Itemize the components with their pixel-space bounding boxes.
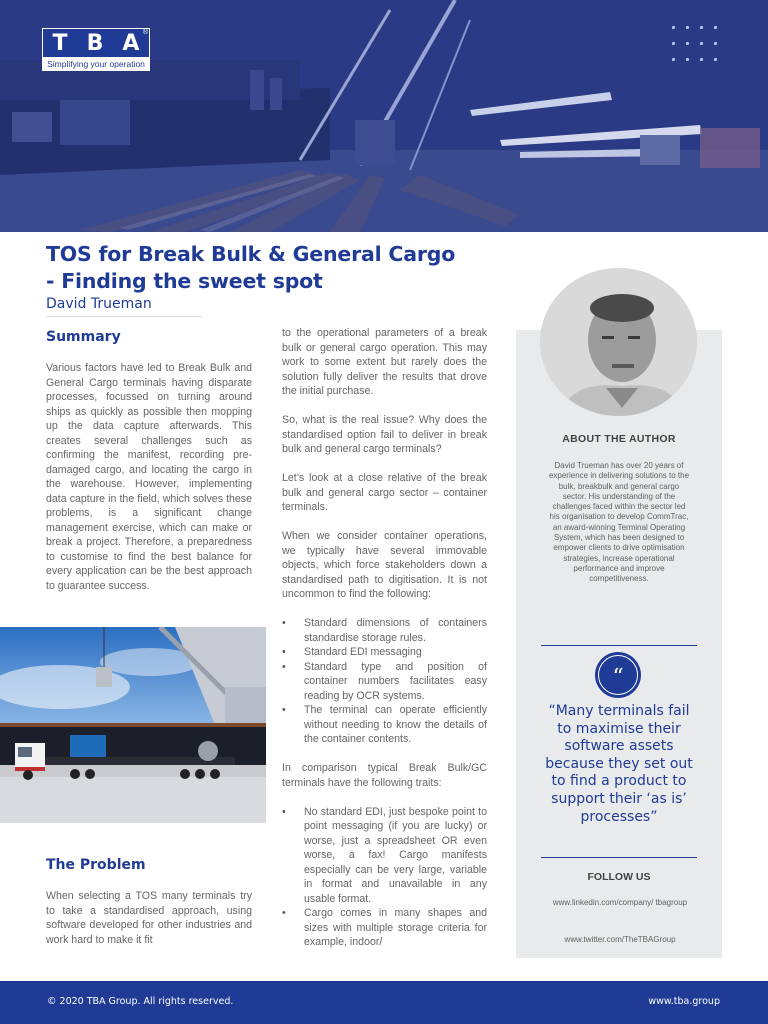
- hero-banner: [0, 0, 768, 232]
- article-column-2: [282, 326, 487, 964]
- decorative-dot-grid: [672, 26, 724, 66]
- list-item: • Standard type and position of container numbers facilitates easy reading by OCR systems.: [282, 660, 487, 704]
- title-line-2: - Finding the sweet spot: [46, 269, 323, 293]
- breakbulk-traits-list: [282, 805, 487, 950]
- paragraph: Let’s look at a close relative of the break bulk and general cargo sector – container terminals.: [282, 472, 487, 513]
- copyright-text: © 2020 TBA Group. All rights reserved.: [47, 996, 234, 1007]
- logo-letter-b: B: [86, 30, 104, 56]
- quote-mark: “: [598, 655, 638, 695]
- problem-text: When selecting a TOS many terminals try to take a standardised approach, using software developed for other industries and work hard to make it fit: [46, 890, 252, 946]
- truck-photo: [0, 627, 266, 823]
- paragraph: When we consider container operations, we typically have several immovable objects, which force stakeholders down a standardised path to digitisation. It is not uncommon to find the following:: [282, 530, 487, 600]
- pull-quote: “Many terminals fail to maximise their software assets because they set out to find a product to support their ‘as is’ processes”: [545, 703, 693, 825]
- logo-letter-t: T: [52, 30, 68, 56]
- summary-heading: Summary: [46, 329, 121, 345]
- logo-letters: [42, 28, 150, 58]
- list-item: • Cargo comes in many shapes and sizes with multiple storage criteria for example, indoor/: [282, 906, 487, 950]
- paragraph: In comparison typical Break Bulk/GC terminals have the following traits:: [282, 762, 487, 789]
- tba-logo[interactable]: [42, 28, 150, 72]
- quote-divider-bottom: [541, 857, 697, 858]
- summary-text: Various factors have led to Break Bulk and General Cargo terminals having disparate processes, focussed on turning around ships as quickly as possible then mopping up the data capture afterwards. This creates several challenges such as confirming the manifest, recording pre-damaged cargo, and locating the cargo in the warehouse. However, implementing data capture in the field, which solves these problems, is a significant change management exercise, which can make or break a project. Therefore, a preparedness to customise to find the best balance for every application can be the best approach to guarantee success.: [46, 362, 252, 592]
- registered-mark: ®: [142, 29, 148, 36]
- article-title: [46, 241, 516, 295]
- logo-tagline: Simplifying your operation: [42, 58, 150, 71]
- list-item: • Standard dimensions of containers standardise storage rules.: [282, 616, 487, 645]
- website-link[interactable]: www.tba.group: [648, 996, 720, 1007]
- author-portrait: [540, 268, 697, 416]
- problem-heading: The Problem: [46, 857, 146, 873]
- author-byline: David Trueman: [46, 296, 152, 312]
- quote-divider-top: [541, 645, 697, 646]
- quote-icon: [595, 652, 641, 698]
- logo-letter-a: A: [122, 30, 140, 56]
- byline-divider: [46, 316, 202, 317]
- about-author-text: David Trueman has over 20 years of experience in delivering solutions to the bulk, breakbulk and general cargo sector. His understanding of the challenges faced within the sector led his organisation to develop CommTrac, an award-winning Terminal Operating System, which has been designed to empower clients to drive optimisation strategies, increase operational performance and improve competitiveness.: [548, 461, 690, 584]
- title-line-1: TOS for Break Bulk & General Cargo: [46, 242, 456, 266]
- paragraph: to the operational parameters of a break bulk or general cargo operation. This may work to some extent but rarely does the solution fully deliver the results that drove the initial purchase.: [282, 327, 487, 397]
- author-sidebar: [516, 330, 722, 958]
- container-traits-list: [282, 616, 487, 747]
- author-photo: [540, 268, 697, 416]
- list-item: • Standard EDI messaging: [282, 645, 487, 660]
- about-author-heading: ABOUT THE AUTHOR: [562, 433, 676, 445]
- twitter-link[interactable]: www.twitter.com/TheTBAGroup: [564, 935, 676, 944]
- linkedin-link[interactable]: www.linkedin.com/company/ tbagroup: [552, 898, 688, 907]
- page-footer: [0, 981, 768, 1024]
- paragraph: So, what is the real issue? Why does the standardised option fail to deliver in break bulk and general cargo terminals?: [282, 414, 487, 455]
- follow-us-heading: FOLLOW US: [587, 871, 651, 883]
- list-item: • The terminal can operate efficiently without needing to know the details of the container contents.: [282, 703, 487, 747]
- truck-loading-illustration: [0, 627, 266, 823]
- list-item: • No standard EDI, just bespoke point to point messaging (if you are lucky) or worse, just a spreadsheet OR even worse, a fax! Cargo manifests especially can be very large, variable in format and unavailable in any usable format.: [282, 805, 487, 907]
